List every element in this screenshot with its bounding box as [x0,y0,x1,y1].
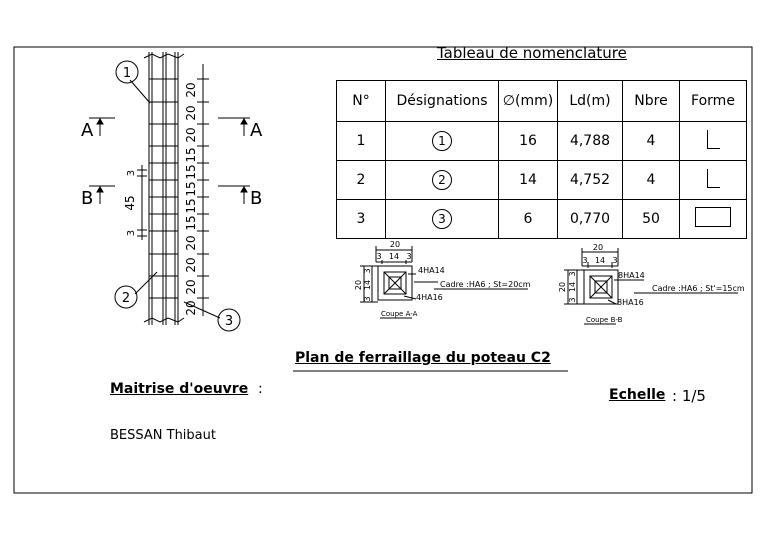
header-count: Nbre [623,81,680,122]
spacing-label: 20 [184,82,198,98]
section-bb-bars-bottom: 8HA16 [617,298,644,307]
maitrise-colon: : [258,381,263,397]
maitrise-label: Maitrise d'oeuvre [110,381,249,397]
row-number: 3 [337,200,386,239]
dim-middle-label: 45 [123,195,137,211]
row-designation [386,122,499,161]
section-aa-height-sub: 3 [363,268,372,274]
table-row [337,122,747,161]
section-bb-height-sub: 3 [568,297,577,303]
dim-bottom-label: 3 [126,229,137,237]
section-aa-subdim: 14 [388,252,400,261]
section-a-right-label: A [250,120,263,141]
table-header-row [337,81,747,122]
header-shape: Forme [680,81,747,122]
section-aa-bars-bottom: 4HA16 [416,293,443,302]
header-designation: Désignations [386,81,499,122]
spacing-label: 20 [184,105,198,121]
section-bb-bars-top: 8HA14 [618,271,645,280]
section-aa-stirrup: Cadre :HA6 ; St=20cm [440,280,531,289]
spacing-label: 20 [184,127,198,143]
header-diameter: ∅(mm) [499,81,558,122]
designation-marker: 2 [432,170,452,190]
spacing-label: 15 [184,164,198,180]
row-length: 4,788 [558,122,623,161]
spacing-label: 20 [184,279,198,295]
row-designation [386,161,499,200]
section-aa-height-sub: 14 [363,279,372,291]
section-aa-caption: Coupe A-A [381,310,418,318]
section-aa-subdim: 3 [406,252,412,261]
row-designation [386,200,499,239]
row-number: 1 [337,122,386,161]
section-aa-height-sub: 3 [363,296,372,302]
echelle-label: Echelle [609,387,666,403]
designation-marker: 1 [432,131,452,151]
section-bb-height: 20 [558,281,567,293]
section-bb-stirrup: Cadre :HA6 ; St'=15cm [652,284,745,293]
spacing-label: 15 [184,215,198,231]
designation-marker: 3 [432,209,452,229]
section-aa-height: 20 [354,279,363,291]
section-b-right-label: B [250,188,263,209]
author-name: BESSAN Thibaut [110,428,216,443]
spacing-label: 15 [184,147,198,163]
spacing-label: 20 [184,257,198,273]
table-row [337,200,747,239]
section-b-left-label: B [81,188,94,209]
spacing-labels [123,82,198,315]
row-number: 2 [337,161,386,200]
column-elevation [89,52,250,331]
marker-2-label: 2 [121,291,131,306]
row-length: 4,752 [558,161,623,200]
row-shape [680,200,747,239]
section-bb-height-sub: 3 [568,271,577,277]
plan-title: Plan de ferraillage du poteau C2 [295,350,551,366]
section-aa-width: 20 [389,240,401,249]
header-length: Ld(m) [558,81,623,122]
spacing-label: 15 [184,198,198,214]
l-bar-shape-icon [707,169,720,188]
section-bb-subdim: 14 [594,256,606,265]
spacing-label: 20 [184,300,198,316]
marker-3-label: 3 [224,314,234,329]
row-count: 4 [623,161,680,200]
row-diameter: 16 [499,122,558,161]
echelle-value: : 1/5 [672,387,706,405]
row-shape [680,161,747,200]
dim-top-label: 3 [126,169,137,177]
marker-1-label: 1 [122,66,132,81]
section-aa-bars-top: 4HA14 [418,266,445,275]
section-bb-subdim: 3 [612,256,618,265]
spacing-label: 20 [184,235,198,251]
section-bb-height-sub: 14 [568,281,577,293]
section-a-left-label: A [81,120,94,141]
l-bar-shape-icon [707,130,720,149]
row-shape [680,122,747,161]
header-number: N° [337,81,386,122]
row-diameter: 6 [499,200,558,239]
row-diameter: 14 [499,161,558,200]
row-length: 0,770 [558,200,623,239]
section-bb-caption: Coupe B-B [586,316,623,324]
stirrup-shape-icon [695,207,731,227]
spacing-label: 15 [184,181,198,197]
nomenclature-table [336,80,747,239]
row-count: 4 [623,122,680,161]
nomenclature-title: Tableau de nomenclature [437,44,627,62]
section-bb-subdim: 3 [582,256,588,265]
table-row [337,161,747,200]
section-aa-subdim: 3 [376,252,382,261]
section-bb-width: 20 [592,243,604,252]
row-count: 50 [623,200,680,239]
